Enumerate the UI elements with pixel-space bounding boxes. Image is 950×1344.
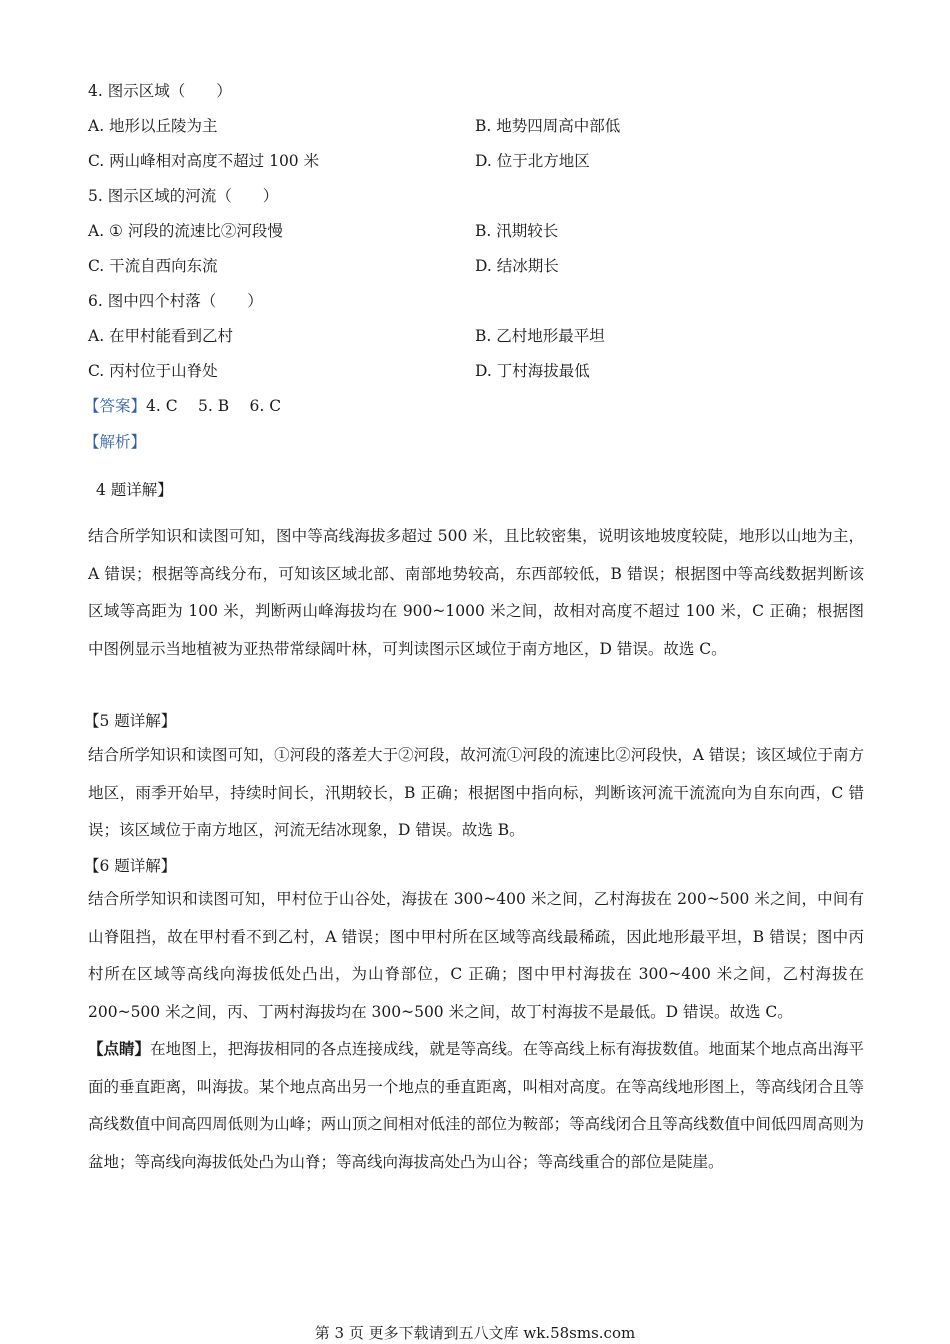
question-4-option-a: A. 地形以丘陵为主	[88, 117, 218, 135]
tip-paragraph	[88, 1030, 864, 1181]
question-6-stem: 6. 图中四个村落（ ）	[88, 292, 263, 310]
detail-6-heading: 【6 题详解】	[84, 857, 177, 875]
detail-5-text: 结合所学知识和读图可知，①河段的落差大于②河段，故河流①河段的流速比②河段快，A 错误；该区域位于南方地区，雨季开始早，持续时间长，汛期较长，B 正确；根据图中指向标，判断该河流干流流向为自东向西，C 错误；该区域位于南方地区，河流无结冰现象，D 错误。故选 B。	[88, 746, 864, 839]
answer-text: 4. C 5. B 6. C	[146, 397, 282, 415]
page-footer: 第 3 页 更多下载请到五八文库 wk.58sms.com	[314, 1324, 636, 1342]
question-5-option-c: C. 干流自西向东流	[88, 257, 218, 275]
detail-6-text: 结合所学知识和读图可知，甲村位于山谷处，海拔在 300~400 米之间，乙村海拔在 200~500 米之间，中间有山脊阻挡，故在甲村看不到乙村，A 错误；图中甲村所在区域等高线最稀疏，因此地形最平坦，B 错误；图中丙村所在区域等高线向海拔低处凸出，为山脊部位，C 正确；图中甲村海拔在 300~400 米之间，乙村海拔在 200~500 米之间，丙、丁两村海拔均在 300~500 米之间，故丁村海拔不是最低。D 错误。故选 C。	[88, 890, 864, 1021]
tip-text: 在地图上，把海拔相同的各点连接成线，就是等高线。在等高线上标有海拔数值。地面某个地点高出海平面的垂直距离，叫海拔。某个地点高出另一个地点的垂直距离，叫相对高度。在等高线地形图上，等高线闭合且等高线数值中间高四周低则为山峰；两山顶之间相对低洼的部位为鞍部；等高线闭合且等高线数值中间低四周高则为盆地；等高线向海拔低处凸为山脊；等高线向海拔高处凸为山谷；等高线重合的部位是陡崖。	[88, 1040, 864, 1171]
answer-line	[84, 395, 281, 417]
question-5-stem: 5. 图示区域的河流（ ）	[88, 187, 279, 205]
question-5-option-a: A. ① 河段的流速比②河段慢	[88, 222, 283, 240]
question-6-option-b: B. 乙村地形最平坦	[475, 327, 605, 345]
analysis-label: 【解析】	[84, 433, 147, 451]
question-5-option-d: D. 结冰期长	[475, 257, 559, 275]
question-5-option-b: B. 汛期较长	[475, 222, 559, 240]
detail-4-text: 结合所学知识和读图可知，图中等高线海拔多超过 500 米，且比较密集，说明该地坡度较陡，地形以山地为主，A 错误；根据等高线分布，可知该区域北部、南部地势较高，东西部较低，B 错误；根据图中等高线数据判断该区域等高距为 100 米，判断两山峰海拔均在 900~1000 米之间，故相对高度不超过 100 米，C 正确；根据图中图例显示当地植被为亚热带常绿阔叶林，可判读图示区域位于南方地区，D 错误。故选 C。	[88, 527, 864, 658]
question-6-option-a: A. 在甲村能看到乙村	[88, 327, 234, 345]
question-6-option-c: C. 丙村位于山脊处	[88, 362, 218, 380]
question-4-option-c: C. 两山峰相对高度不超过 100 米	[88, 152, 320, 170]
question-4-option-b: B. 地势四周高中部低	[475, 117, 621, 135]
question-6-option-d: D. 丁村海拔最低	[475, 362, 590, 380]
question-4-option-d: D. 位于北方地区	[475, 152, 590, 170]
detail-5-heading: 【5 题详解】	[84, 712, 177, 730]
tip-label: 【点睛】	[88, 1039, 151, 1058]
question-4-stem: 4. 图示区域（ ）	[88, 82, 232, 100]
detail-4-heading: 4 题详解】	[96, 481, 173, 499]
answer-label: 【答案】	[84, 397, 147, 415]
